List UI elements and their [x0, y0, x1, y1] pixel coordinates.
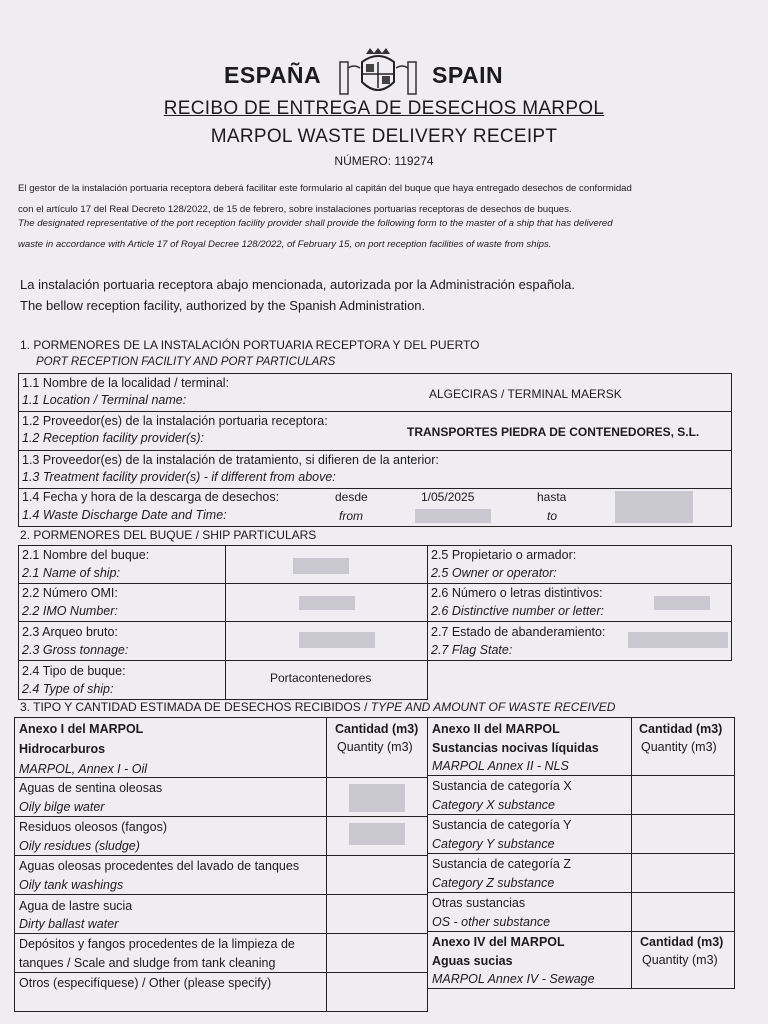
- date-label-en: 1.4 Waste Discharge Date and Time:: [22, 508, 227, 522]
- ship-divider: [225, 545, 226, 700]
- tonnage-label-es: 2.3 Arqueo bruto:: [22, 625, 118, 639]
- number-label: NÚMERO:: [334, 154, 392, 168]
- annex4-qty-en: Quantity (m3): [642, 953, 718, 967]
- left-row-1-es: Residuos oleosos (fangos): [19, 820, 167, 834]
- redacted-tonnage: [299, 632, 375, 648]
- annex1-header: [14, 717, 327, 778]
- right-row-2-qty: [631, 853, 735, 893]
- left-row-3-en: Dirty ballast water: [19, 917, 119, 931]
- section3-title-en: TYPE AND AMOUNT OF WASTE RECEIVED: [370, 700, 616, 714]
- left-row-4-qty: [326, 933, 428, 973]
- left-row-4-es: Depósitos y fangos procedentes de la limpieza de: [19, 937, 295, 951]
- annex1-title: Anexo I del MARPOL: [19, 722, 144, 736]
- right-row-1-qty: [631, 814, 735, 854]
- annex2-qty-es: Cantidad (m3): [639, 722, 723, 736]
- redacted-to-value: [615, 491, 693, 523]
- right-row-2-en: Category Z substance: [432, 876, 555, 890]
- from-value: 1/05/2025: [421, 490, 475, 504]
- left-row-2-en: Oily tank washings: [19, 878, 124, 892]
- from-label-en: from: [339, 509, 363, 523]
- right-row-3-es: Otras sustancias: [432, 896, 526, 910]
- right-row-0-en: Category X substance: [432, 798, 555, 812]
- row-ship-name: [18, 545, 428, 584]
- country-es: ESPAÑA: [224, 62, 322, 88]
- country-en: SPAIN: [432, 62, 504, 88]
- row-provider: [18, 412, 732, 451]
- provider-label-es: 1.2 Proveedor(es) de la instalación portuaria receptora:: [22, 414, 328, 428]
- left-row-5-es: Otros (especifíquese) / Other (please specify): [19, 976, 272, 990]
- annex1-qty-es: Cantidad (m3): [335, 722, 419, 736]
- left-row-1-qty: [326, 816, 428, 856]
- redacted-qty-0: [349, 784, 405, 812]
- right-row-0-es: Sustancia de categoría X: [432, 779, 572, 793]
- section1-subtitle: PORT RECEPTION FACILITY AND PORT PARTICULARS: [36, 356, 336, 368]
- ship-name-label-es: 2.1 Nombre del buque:: [22, 548, 150, 562]
- location-value: ALGECIRAS / TERMINAL MAERSK: [429, 387, 622, 401]
- left-row-0-es: Aguas de sentina oleosas: [19, 781, 163, 795]
- row-imo: [18, 583, 428, 622]
- annex2-qty-en: Quantity (m3): [641, 740, 717, 754]
- provider-value: TRANSPORTES PIEDRA DE CONTENEDORES, S.L.: [407, 425, 700, 439]
- left-row-0-en: Oily bilge water: [19, 800, 105, 814]
- treatment-label-en: 1.3 Treatment facility provider(s) - if different from above:: [22, 470, 336, 484]
- left-row-3-es: Agua de lastre sucia: [19, 899, 133, 913]
- section3-title: [20, 700, 615, 714]
- annex4-header: [427, 931, 632, 989]
- right-row-3-qty: [631, 892, 735, 932]
- redacted-qty-1: [349, 823, 405, 845]
- ship-type-label-en: 2.4 Type of ship:: [22, 682, 114, 696]
- annex2-title: Anexo II del MARPOL: [432, 722, 560, 736]
- intro-es: La instalación portuaria receptora abajo mencionada, autorizada por la Administración española.: [20, 277, 576, 292]
- treatment-label-es: 1.3 Proveedor(es) de la instalación de tratamiento, si difieren de la anterior:: [22, 453, 439, 467]
- redacted-flag: [628, 632, 728, 648]
- left-row-0: [14, 777, 327, 817]
- row-distinctive: [427, 583, 732, 622]
- annex4-title: Anexo IV del MARPOL: [432, 935, 565, 949]
- distinctive-label-es: 2.6 Número o letras distintivos:: [431, 586, 603, 600]
- row-flag: [427, 621, 732, 661]
- location-label-es: 1.1 Nombre de la localidad / terminal:: [22, 376, 230, 390]
- right-row-1: [427, 814, 632, 854]
- intro-en: The bellow reception facility, authorized by the Spanish Administration.: [20, 298, 426, 313]
- right-row-1-es: Sustancia de categoría Y: [432, 818, 572, 832]
- annex1-qty-header: [326, 717, 428, 778]
- left-row-3-qty: [326, 894, 428, 934]
- imo-label-es: 2.2 Número OMI:: [22, 586, 118, 600]
- date-label-es: 1.4 Fecha y hora de la descarga de desechos:: [22, 490, 280, 504]
- to-label-es: hasta: [537, 490, 567, 504]
- flag-label-en: 2.7 Flag State:: [431, 643, 513, 657]
- section3-title-es: 3. TIPO Y CANTIDAD ESTIMADA DE DESECHOS RECIBIDOS /: [20, 700, 371, 714]
- to-label-en: to: [547, 509, 558, 523]
- tonnage-label-en: 2.3 Gross tonnage:: [22, 643, 129, 657]
- right-row-0-qty: [631, 775, 735, 815]
- imo-label-en: 2.2 IMO Number:: [22, 604, 118, 618]
- ship-name-label-en: 2.1 Name of ship:: [22, 566, 120, 580]
- row-location: [18, 373, 732, 412]
- provider-label-en: 1.2 Reception facility provider(s):: [22, 431, 205, 445]
- distinctive-label-en: 2.6 Distinctive number or letter:: [431, 604, 604, 618]
- left-row-2-qty: [326, 855, 428, 895]
- ship-type-label-es: 2.4 Tipo de buque:: [22, 664, 126, 678]
- location-label-en: 1.1 Location / Terminal name:: [22, 393, 187, 407]
- flag-label-es: 2.7 Estado de abanderamiento:: [431, 625, 606, 639]
- annex2-header: [427, 717, 632, 776]
- left-row-1: [14, 816, 327, 856]
- redacted-ship-name: [293, 558, 349, 574]
- row-discharge-date: [18, 489, 732, 527]
- left-row-2: [14, 855, 327, 895]
- right-row-2-es: Sustancia de categoría Z: [432, 857, 571, 871]
- redacted-imo: [299, 596, 355, 610]
- left-row-5: [14, 972, 327, 1012]
- annex2-english: MARPOL Annex II - NLS: [432, 759, 569, 773]
- section2-title: 2. PORMENORES DEL BUQUE / SHIP PARTICULARS: [20, 528, 317, 542]
- number-value: 119274: [394, 154, 434, 168]
- annex4-subtitle: Aguas sucias: [432, 954, 513, 968]
- section1-title: 1. PORMENORES DE LA INSTALACIÓN PORTUARIA RECEPTORA Y DEL PUERTO: [20, 338, 480, 352]
- instructions-es-2: con el artículo 17 del Real Decreto 128/2022, de 15 de febrero, sobre instalaciones portuarias receptoras de desechos de buques.: [18, 204, 572, 215]
- title-en: MARPOL WASTE DELIVERY RECEIPT: [210, 126, 558, 147]
- right-row-3-en: OS - other substance: [432, 915, 551, 929]
- left-row-3: [14, 894, 327, 934]
- receipt-number: [0, 154, 768, 168]
- right-row-1-en: Category Y substance: [432, 837, 555, 851]
- left-row-5-qty: [326, 972, 428, 1012]
- ship-type-value: Portacontenedores: [270, 671, 372, 685]
- left-row-2-es: Aguas oleosas procedentes del lavado de tanques: [19, 859, 300, 873]
- row-owner: [427, 545, 732, 584]
- owner-label-es: 2.5 Propietario o armador:: [431, 548, 577, 562]
- annex1-subtitle: Hidrocarburos: [19, 742, 106, 756]
- row-tonnage: [18, 621, 428, 661]
- instructions-en-1: The designated representative of the port reception facility provider shall provide the following form to the master of a ship that has delivered: [18, 218, 613, 229]
- left-row-0-qty: [326, 777, 428, 817]
- coat-of-arms-icon: [336, 48, 420, 98]
- instructions-es-1: El gestor de la instalación portuaria receptora deberá facilitar este formulario al capitán del buque que haya entregado desechos de conformidad: [18, 183, 632, 194]
- annex1-english: MARPOL, Annex I - Oil: [19, 762, 148, 776]
- annex2-subtitle: Sustancias nocivas líquidas: [432, 741, 599, 755]
- left-row-4-en: tanques / Scale and sludge from tank cleaning: [19, 956, 276, 970]
- instructions-en-2: waste in accordance with Article 17 of Royal Decree 128/2022, of February 15, on port reception facilities of waste from ships.: [18, 239, 552, 250]
- left-row-1-en: Oily residues (sludge): [19, 839, 140, 853]
- annex2-qty-header: [631, 717, 735, 776]
- title-es: RECIBO DE ENTREGA DE DESECHOS MARPOL: [163, 98, 605, 119]
- annex1-qty-en: Quantity (m3): [337, 740, 413, 754]
- redacted-distinctive: [654, 596, 710, 610]
- right-row-3: [427, 892, 632, 932]
- annex4-qty-header: [631, 931, 735, 989]
- right-row-0: [427, 775, 632, 815]
- right-row-2: [427, 853, 632, 893]
- annex4-qty-es: Cantidad (m3): [640, 935, 724, 949]
- annex4-english: MARPOL Annex IV - Sewage: [432, 972, 595, 986]
- redacted-time: [415, 509, 491, 523]
- row-treatment: [18, 451, 732, 489]
- owner-label-en: 2.5 Owner or operator:: [431, 566, 557, 580]
- left-row-4: [14, 933, 327, 973]
- row-ship-type: [18, 660, 428, 700]
- from-label-es: desde: [335, 490, 368, 504]
